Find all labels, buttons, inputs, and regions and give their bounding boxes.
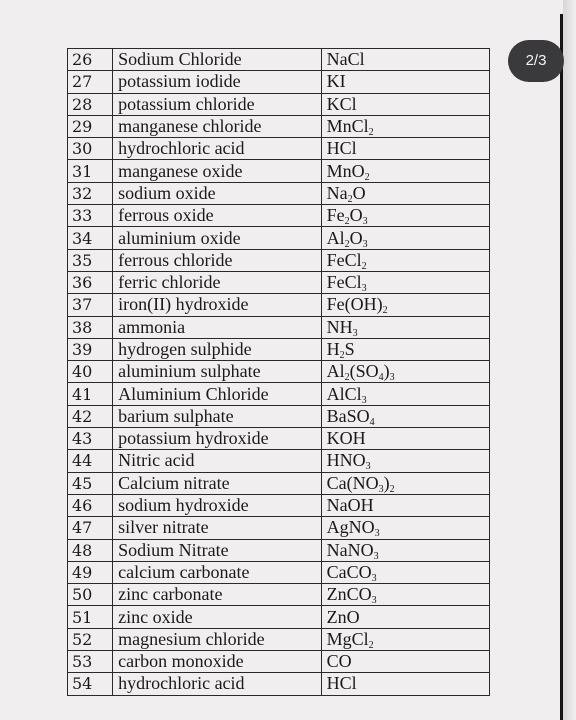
row-number: 41: [68, 383, 113, 405]
table-row: [68, 628, 490, 650]
table-row: [68, 539, 490, 561]
compounds-table: [67, 48, 490, 696]
compound-name: iron(II) hydroxide: [113, 294, 321, 316]
compound-formula: $Al_2O_3$: [321, 227, 489, 249]
compound-formula: KI: [321, 71, 489, 93]
row-number: 33: [68, 205, 113, 227]
compound-name: hydrochloric acid: [113, 138, 321, 160]
table-row: [68, 428, 490, 450]
compound-formula: NaOH: [321, 494, 489, 516]
compound-formula: KCl: [321, 93, 489, 115]
row-number: 52: [68, 628, 113, 650]
compound-formula: $Na_2O$: [321, 182, 489, 204]
compound-name: potassium hydroxide: [113, 428, 321, 450]
table-row: [68, 361, 490, 383]
compound-name: ferrous chloride: [113, 249, 321, 271]
table-row: [68, 249, 490, 271]
compound-formula: ZnO: [321, 606, 489, 628]
table-row: [68, 138, 490, 160]
compound-formula: CO: [321, 651, 489, 673]
table-row: [68, 294, 490, 316]
compound-name: Sodium Chloride: [113, 49, 321, 71]
compound-formula: NaNO$_3$: [321, 539, 489, 561]
table-row: [68, 383, 490, 405]
row-number: 28: [68, 93, 113, 115]
compound-formula: BaSO$_4$: [321, 405, 489, 427]
row-number: 47: [68, 517, 113, 539]
compound-name: sodium oxide: [113, 182, 321, 204]
row-number: 54: [68, 673, 113, 695]
row-number: 26: [68, 49, 113, 71]
table-row: [68, 472, 490, 494]
compound-formula: FeCl$_2$: [321, 249, 489, 271]
compound-name: Nitric acid: [113, 450, 321, 472]
table-row: [68, 71, 490, 93]
compound-formula: $Ca(NO_3)_2$: [321, 472, 489, 494]
row-number: 30: [68, 138, 113, 160]
table-row: [68, 606, 490, 628]
row-number: 37: [68, 294, 113, 316]
row-number: 35: [68, 249, 113, 271]
page-edge: [560, 14, 563, 720]
row-number: 29: [68, 115, 113, 137]
table-row: [68, 227, 490, 249]
row-number: 45: [68, 472, 113, 494]
compound-name: calcium carbonate: [113, 561, 321, 583]
compound-name: manganese oxide: [113, 160, 321, 182]
table-row: [68, 450, 490, 472]
compound-name: manganese chloride: [113, 115, 321, 137]
row-number: 27: [68, 71, 113, 93]
compound-formula: NaCl: [321, 49, 489, 71]
compound-name: magnesium chloride: [113, 628, 321, 650]
compound-name: ammonia: [113, 316, 321, 338]
compound-name: aluminium oxide: [113, 227, 321, 249]
row-number: 51: [68, 606, 113, 628]
compound-formula: $HNO_3$: [321, 450, 489, 472]
compound-formula: AlCl$_3$: [321, 383, 489, 405]
compound-name: potassium iodide: [113, 71, 321, 93]
compound-formula: $Fe_2O_3$: [321, 205, 489, 227]
compound-name: Aluminium Chloride: [113, 383, 321, 405]
row-number: 32: [68, 182, 113, 204]
compound-formula: HCl: [321, 138, 489, 160]
compound-name: aluminium sulphate: [113, 361, 321, 383]
compound-name: potassium chloride: [113, 93, 321, 115]
compound-formula: $H_2S$: [321, 338, 489, 360]
compound-name: zinc oxide: [113, 606, 321, 628]
row-number: 46: [68, 494, 113, 516]
row-number: 38: [68, 316, 113, 338]
compound-formula: MgCl$_2$: [321, 628, 489, 650]
table-row: [68, 115, 490, 137]
table-row: [68, 93, 490, 115]
compounds-table-body: [68, 49, 490, 696]
compound-name: Calcium nitrate: [113, 472, 321, 494]
compound-name: barium sulphate: [113, 405, 321, 427]
row-number: 39: [68, 338, 113, 360]
row-number: 48: [68, 539, 113, 561]
table-row: [68, 182, 490, 204]
table-row: [68, 494, 490, 516]
compound-name: sodium hydroxide: [113, 494, 321, 516]
table-row: [68, 584, 490, 606]
table-row: [68, 316, 490, 338]
compound-formula: $Fe(OH)_2$: [321, 294, 489, 316]
page-shadow: [563, 0, 576, 720]
compound-name: silver nitrate: [113, 517, 321, 539]
row-number: 53: [68, 651, 113, 673]
table-row: [68, 651, 490, 673]
table-row: [68, 517, 490, 539]
row-number: 34: [68, 227, 113, 249]
compound-formula: MnCl$_2$: [321, 115, 489, 137]
compound-name: Sodium Nitrate: [113, 539, 321, 561]
page-counter-badge: 2/3: [508, 40, 564, 82]
row-number: 49: [68, 561, 113, 583]
compound-name: hydrogen sulphide: [113, 338, 321, 360]
row-number: 44: [68, 450, 113, 472]
row-number: 31: [68, 160, 113, 182]
row-number: 43: [68, 428, 113, 450]
compound-formula: $NH_3$: [321, 316, 489, 338]
table-row: [68, 160, 490, 182]
compound-name: zinc carbonate: [113, 584, 321, 606]
row-number: 50: [68, 584, 113, 606]
table-row: [68, 405, 490, 427]
table-row: [68, 49, 490, 71]
compound-name: hydrochloric acid: [113, 673, 321, 695]
row-number: 36: [68, 271, 113, 293]
compound-formula: KOH: [321, 428, 489, 450]
compound-name: carbon monoxide: [113, 651, 321, 673]
table-row: [68, 205, 490, 227]
compound-formula: FeCl$_3$: [321, 271, 489, 293]
row-number: 40: [68, 361, 113, 383]
table-row: [68, 271, 490, 293]
compound-name: ferrous oxide: [113, 205, 321, 227]
compound-formula: ZnCO$_3$: [321, 584, 489, 606]
compound-formula: MnO$_2$: [321, 160, 489, 182]
compound-formula: AgNO$_3$: [321, 517, 489, 539]
table-row: [68, 338, 490, 360]
compound-formula: $Al_2(SO_4)_3$: [321, 361, 489, 383]
compound-formula: CaCO$_3$: [321, 561, 489, 583]
compound-formula: HCl: [321, 673, 489, 695]
compound-name: ferric chloride: [113, 271, 321, 293]
table-row: [68, 561, 490, 583]
row-number: 42: [68, 405, 113, 427]
table-row: [68, 673, 490, 695]
